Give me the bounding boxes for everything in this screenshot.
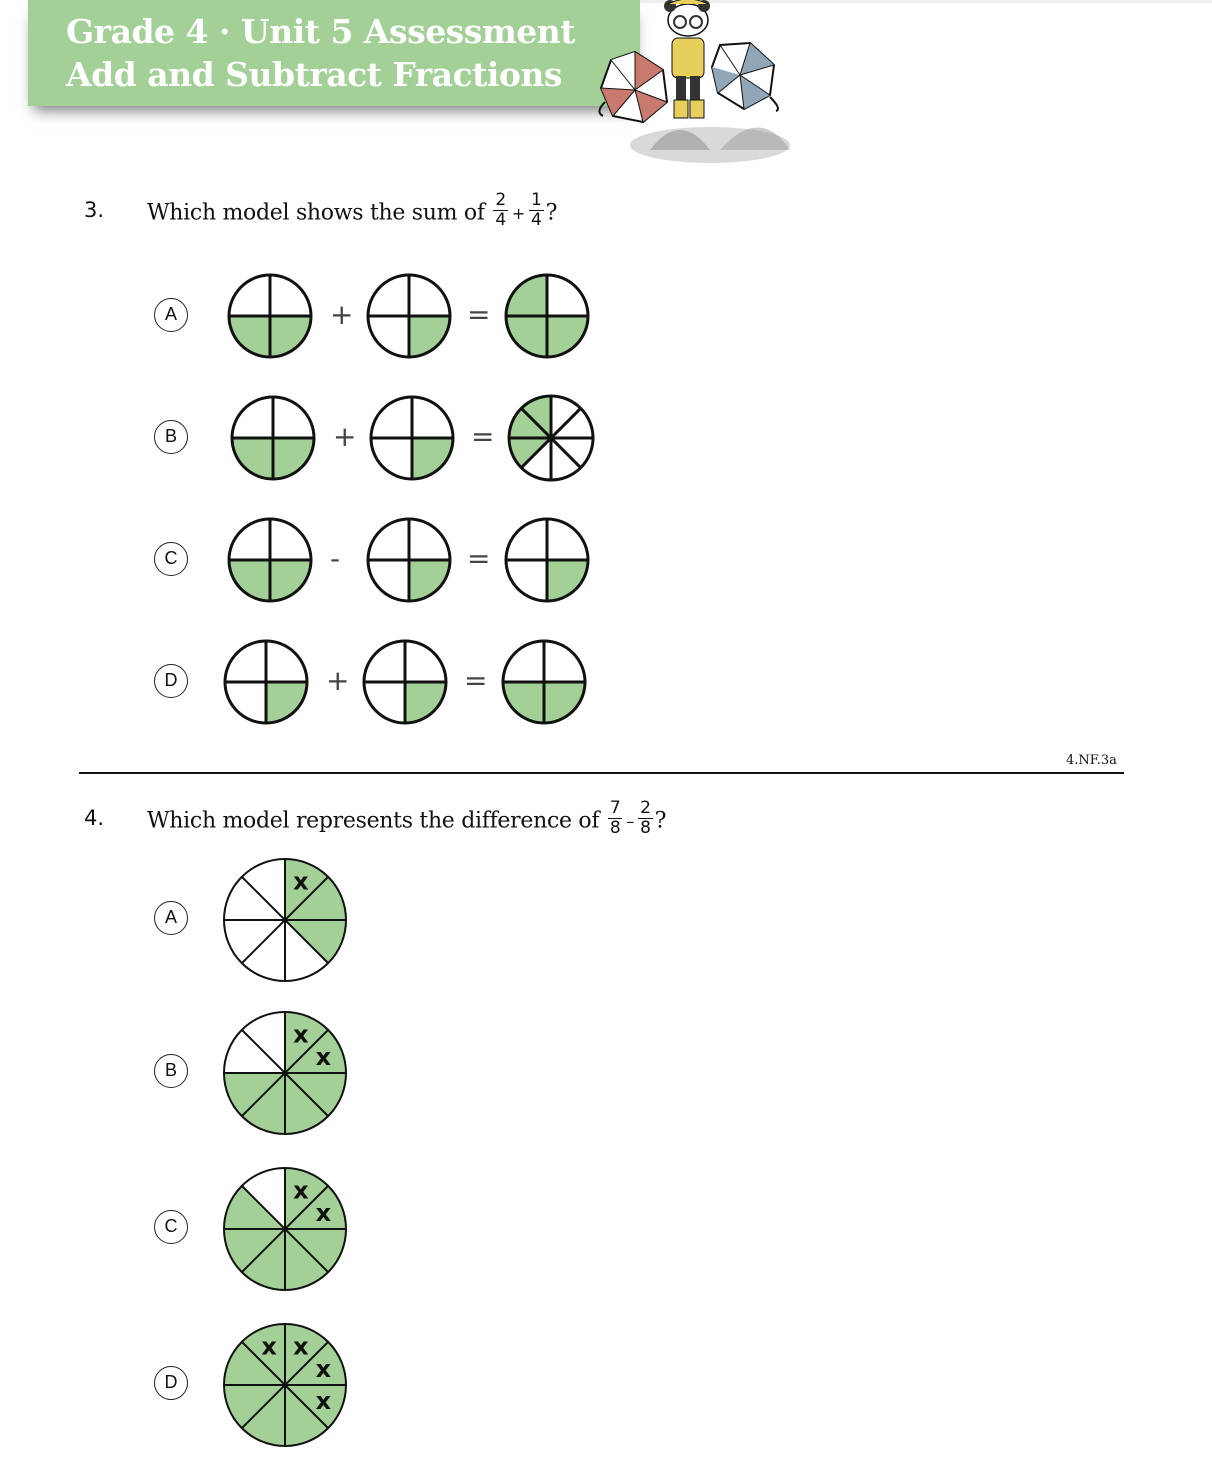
- fraction-circle-model: [365, 272, 453, 364]
- svg-text:x: x: [293, 1020, 309, 1049]
- equals-sign: =: [467, 542, 491, 575]
- section-divider: [79, 772, 1124, 774]
- fraction-circle-model: [507, 394, 595, 486]
- svg-text:x: x: [315, 1199, 332, 1228]
- eighths-circle-model: [222, 1322, 348, 1452]
- equals-sign: =: [471, 420, 495, 453]
- fraction-circle-model: [500, 638, 588, 730]
- question-4-prompt: Which model represents the difference of $\frac{7}{8}$ – $\frac{2}{8}$ ?: [147, 798, 667, 838]
- fraction-1-4: $\frac{1}{4}$: [531, 190, 542, 230]
- fraction-circle-model: [365, 516, 453, 608]
- svg-text:x: x: [315, 1355, 332, 1384]
- choice-letter-c[interactable]: C: [154, 1210, 188, 1244]
- fraction-circle-model: [361, 638, 449, 730]
- plus-sign: +: [330, 298, 354, 331]
- plus-sign: +: [333, 420, 357, 453]
- fraction-circle-model: [226, 272, 314, 364]
- svg-text:x: x: [293, 867, 309, 896]
- svg-text:x: x: [261, 1332, 277, 1361]
- standard-code: 4.NF.3a: [1066, 753, 1117, 768]
- question-3-prompt: Which model shows the sum of $\frac{2}{4}$ + $\frac{1}{4}$ ?: [147, 190, 558, 230]
- svg-text:x: x: [293, 1332, 309, 1361]
- fraction-circle-model: [222, 638, 310, 730]
- panda-mascot-icon: [590, 0, 810, 175]
- choice-letter-d[interactable]: D: [154, 664, 188, 698]
- eighths-circle-model: [222, 1010, 348, 1140]
- fraction-2-8: $\frac{2}{8}$: [640, 798, 651, 838]
- choice-letter-d[interactable]: D: [154, 1366, 188, 1400]
- plus-sign: +: [326, 664, 350, 697]
- plus-operator: +: [511, 204, 526, 223]
- fraction-circle-model: [503, 272, 591, 364]
- title-line-1: Grade 4 · Unit 5 Assessment: [66, 12, 575, 51]
- choice-letter-b[interactable]: B: [154, 1054, 188, 1088]
- question-4-number: 4.: [84, 806, 105, 830]
- choice-letter-b[interactable]: B: [154, 420, 188, 454]
- question-3-text: Which model shows the sum of: [147, 200, 485, 226]
- fraction-7-8: $\frac{7}{8}$: [609, 798, 621, 838]
- choice-letter-a[interactable]: A: [154, 298, 188, 332]
- svg-text:x: x: [315, 1386, 332, 1415]
- svg-text:x: x: [315, 1043, 332, 1072]
- svg-text:x: x: [293, 1176, 309, 1205]
- minus-sign: -: [330, 542, 341, 575]
- question-4-text: Which model represents the difference of: [147, 808, 600, 834]
- choice-letter-c[interactable]: C: [154, 542, 188, 576]
- page-title: [66, 10, 575, 96]
- choice-letter-a[interactable]: A: [154, 901, 188, 935]
- question-3-number: 3.: [84, 198, 105, 222]
- title-line-2: Add and Subtract Fractions: [66, 55, 562, 94]
- eighths-circle-model: [222, 1166, 348, 1296]
- eighths-circle-model: [222, 857, 348, 987]
- fraction-2-4: $\frac{2}{4}$: [495, 190, 506, 230]
- equals-sign: =: [464, 664, 488, 697]
- minus-operator: –: [626, 812, 635, 831]
- fraction-circle-model: [226, 516, 314, 608]
- fraction-circle-model: [503, 516, 591, 608]
- fraction-circle-model: [229, 394, 317, 486]
- equals-sign: =: [467, 298, 491, 331]
- fraction-circle-model: [368, 394, 456, 486]
